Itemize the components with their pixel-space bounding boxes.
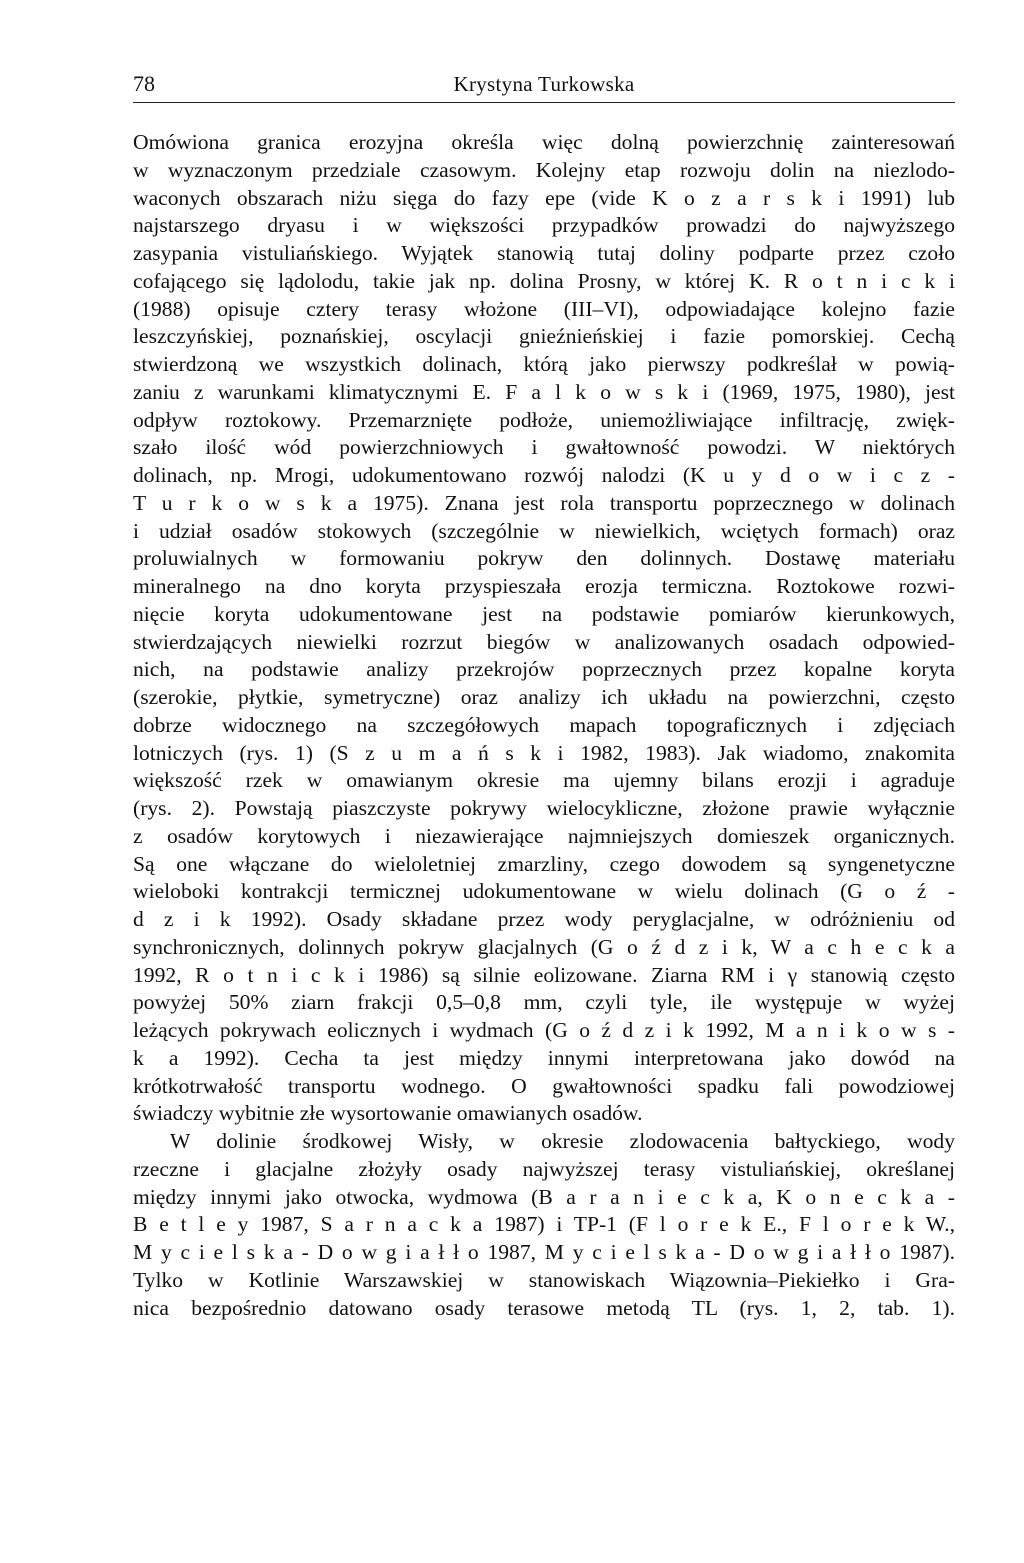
- text-line: nica bezpośrednio datowano osady terasowe metodą TL (rys. 1, 2, tab. 1).: [133, 1295, 955, 1320]
- page-number: 78: [133, 71, 155, 96]
- text-line: wieloboki kontrakcji termicznej udokumentowane w wielu dolinach (G o ź -: [133, 879, 955, 904]
- running-head: [133, 70, 955, 103]
- text-line: najstarszego dryasu i w większości przypadków prowadzi do najwyższego: [133, 213, 955, 238]
- text-line: lotniczych (rys. 1) (S z u m a ń s k i 1982, 1983). Jak wiadomo, znakomita: [133, 740, 955, 765]
- text-line: szało ilość wód powierzchniowych i gwałtowność powodzi. W niektórych: [133, 435, 955, 460]
- text-line: świadczy wybitnie złe wysortowanie omawianych osadów.: [133, 1101, 643, 1126]
- text-line: nich, na podstawie analizy przekrojów poprzecznych przez kopalne koryta: [133, 657, 955, 682]
- text-line: leżących pokrywach eolicznych i wydmach (G o ź d z i k 1992, M a n i k o w s -: [133, 1018, 955, 1042]
- text-line: z osadów korytowych i niezawierające najmniejszych domieszek organicznych.: [133, 823, 955, 848]
- text-line: krótkotrwałość transportu wodnego. O gwałtowności spadku fali powodziowej: [133, 1073, 955, 1098]
- text-line: dolinach, np. Mrogi, udokumentowano rozwój nalodzi (K u y d o w i c z -: [133, 463, 955, 487]
- text-line: T u r k o w s k a 1975). Znana jest rola transportu poprzecznego w dolinach: [133, 490, 955, 515]
- text-line: 1992, R o t n i c k i 1986) są silnie eolizowane. Ziarna RM i γ stanowią często: [133, 962, 955, 987]
- text-line: d z i k 1992). Osady składane przez wody peryglacjalne, w odróżnieniu od: [133, 907, 955, 931]
- text-line: leszczyńskiej, poznańskiej, oscylacji gnieźnieńskiej i fazie pomorskiej. Cechą: [133, 324, 955, 349]
- text-line: Omówiona granica erozyjna określa więc dolną powierzchnię zainteresowań: [133, 130, 955, 154]
- running-title: Krystyna Turkowska: [453, 72, 635, 96]
- page: [133, 70, 955, 1322]
- text-line: B e t l e y 1987, S a r n a c k a 1987) i TP-1 (F l o r e k E., F l o r e k W.,: [133, 1212, 955, 1237]
- text-line: w wyznaczonym przedziale czasowym. Kolejny etap rozwoju dolin na niezlodo-: [133, 157, 955, 182]
- text-line: (szerokie, płytkie, symetryczne) oraz analizy ich układu na powierzchni, często: [133, 685, 955, 709]
- text-line: między innymi jako otwocka, wydmowa (B a r a n i e c k a, K o n e c k a -: [133, 1184, 955, 1209]
- text-line: stwierdzoną we wszystkich dolinach, którą jako pierwszy podkreślał w powią-: [133, 352, 955, 376]
- text-line: nięcie koryta udokumentowane jest na podstawie pomiarów kierunkowych,: [133, 601, 955, 626]
- text-line: Tylko w Kotlinie Warszawskiej w stanowiskach Wiązownia–Piekiełko i Gra-: [133, 1267, 955, 1292]
- text-line: rzeczne i glacjalne złożyły osady najwyższej terasy vistuliańskiej, określanej: [133, 1156, 955, 1181]
- text-line: W dolinie środkowej Wisły, w okresie zlodowacenia bałtyckiego, wody: [170, 1129, 955, 1153]
- text-line: zasypania vistuliańskiego. Wyjątek stanowią tutaj doliny podparte przez czoło: [133, 241, 955, 265]
- text-line: mineralnego na dno koryta przyspieszała erozja termiczna. Roztokowe rozwi-: [133, 574, 955, 598]
- text-line: Są one włączane do wieloletniej zmarzliny, czego dowodem są syngenetyczne: [133, 851, 955, 876]
- text-line: dobrze widocznego na szczegółowych mapach topograficznych i zdjęciach: [133, 712, 955, 737]
- text-line: (1988) opisuje cztery terasy włożone (III–VI), odpowiadające kolejno fazie: [133, 296, 955, 321]
- text-line: odpływ roztokowy. Przemarznięte podłoże, uniemożliwiające infiltrację, zwięk-: [133, 407, 955, 432]
- text-line: proluwialnych w formowaniu pokryw den dolinnych. Dostawę materiału: [133, 546, 955, 571]
- text-line: synchronicznych, dolinnych pokryw glacjalnych (G o ź d z i k, W a c h e c k a: [133, 934, 955, 959]
- text-line: stwierdzających niewielki rozrzut biegów w analizowanych osadach odpowied-: [133, 629, 955, 654]
- text-line: i udział osadów stokowych (szczególnie w niewielkich, wciętych formach) oraz: [133, 518, 955, 543]
- body-text: [133, 129, 955, 1322]
- text-line: większość rzek w omawianym okresie ma ujemny bilans erozji i agraduje: [133, 768, 955, 793]
- text-line: cofającego się lądolodu, takie jak np. dolina Prosny, w której K. R o t n i c k i: [133, 268, 955, 293]
- text-line: powyżej 50% ziarn frakcji 0,5–0,8 mm, czyli tyle, ile występuje w wyżej: [133, 990, 955, 1015]
- text-line: (rys. 2). Powstają piaszczyste pokrywy wielocykliczne, złożone prawie wyłącznie: [133, 796, 955, 820]
- text-line: zaniu z warunkami klimatycznymi E. F a l k o w s k i (1969, 1975, 1980), jest: [133, 379, 955, 404]
- text-line: k a 1992). Cecha ta jest między innymi interpretowana jako dowód na: [133, 1045, 955, 1070]
- text-line: waconych obszarach niżu sięga do fazy epe (vide K o z a r s k i 1991) lub: [133, 185, 955, 210]
- text-line: M y c i e l s k a - D o w g i a ł ł o 1987, M y c i e l s k a - D o w g i a ł ł o 1987).: [133, 1240, 955, 1264]
